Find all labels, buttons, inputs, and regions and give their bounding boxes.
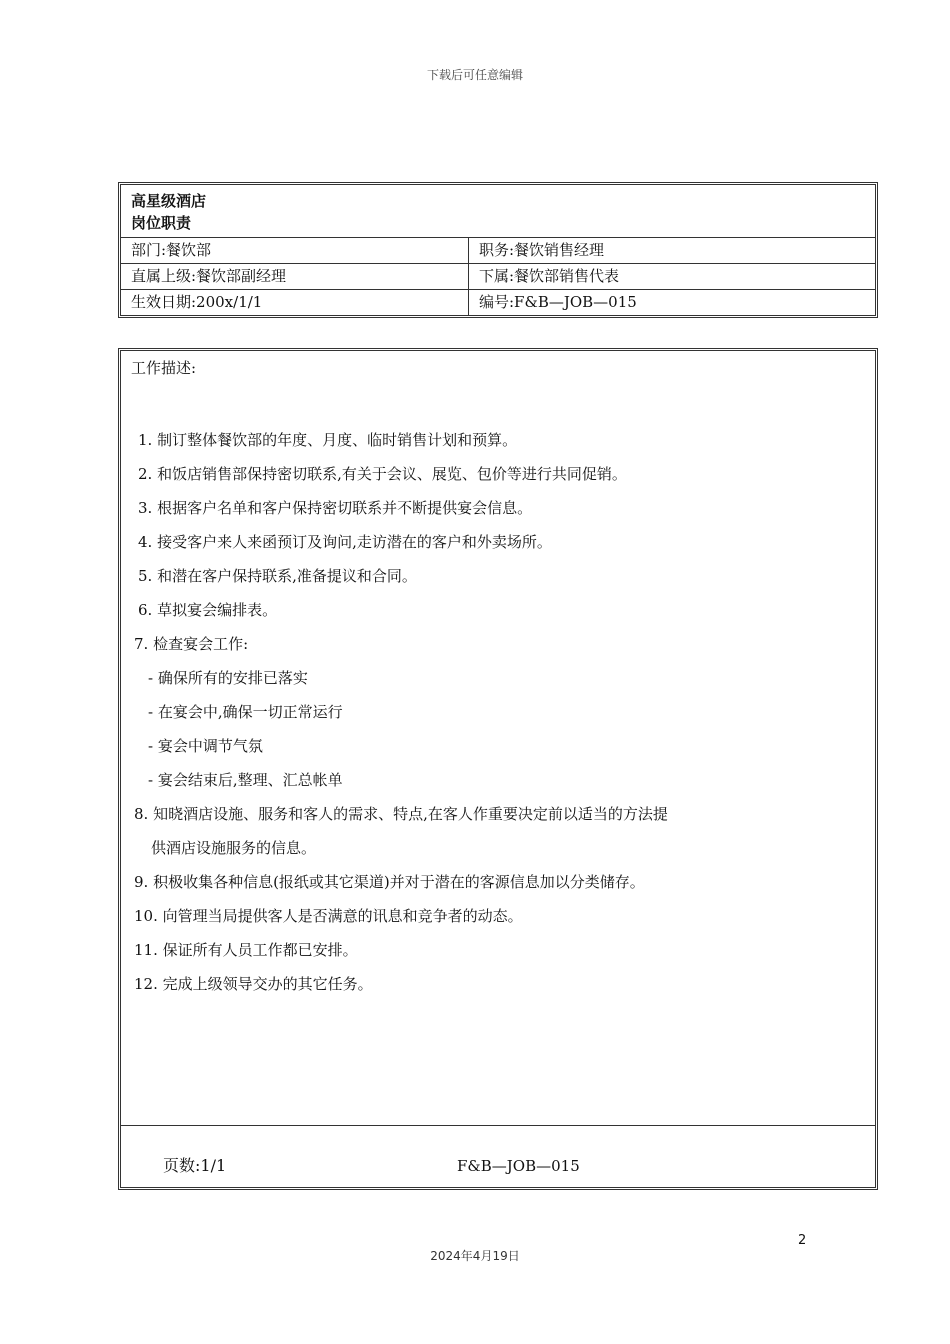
duty-subitem: - 在宴会中,确保一切正常运行: [148, 703, 343, 721]
duty-item: 10. 向管理当局提供客人是否满意的讯息和竞争者的动态。: [134, 907, 523, 925]
document-date: 2024年4月19日: [430, 1249, 520, 1263]
duty-item: 7. 检查宴会工作:: [134, 635, 249, 653]
duty-subitem: - 宴会结束后,整理、汇总帐单: [148, 771, 343, 789]
duty-item-continuation: 供酒店设施服务的信息。: [151, 839, 317, 857]
code-cell: 编号:F&B—JOB—015: [479, 293, 637, 311]
duty-item: 1. 制订整体餐饮部的年度、月度、临时销售计划和预算。: [138, 431, 518, 449]
duty-item: 8. 知晓酒店设施、服务和客人的需求、特点,在客人作重要决定前以适当的方法提: [134, 805, 668, 823]
duty-item: 9. 积极收集各种信息(报纸或其它渠道)并对于潜在的客源信息加以分类储存。: [134, 873, 645, 891]
page-count: 页数:1/1: [163, 1156, 227, 1175]
duty-subitem: - 宴会中调节气氛: [148, 737, 263, 755]
page-number: 2: [798, 1233, 807, 1248]
duty-item: 3. 根据客户名单和客户保持密切联系并不断提供宴会信息。: [138, 499, 533, 517]
duty-item: 11. 保证所有人员工作都已安排。: [134, 941, 358, 959]
info-row: [121, 264, 875, 290]
info-row: [121, 238, 875, 264]
duty-subitem: - 确保所有的安排已落实: [148, 669, 308, 687]
position-cell: 职务:餐饮销售经理: [479, 241, 605, 259]
footer-divider: [121, 1125, 875, 1126]
title-block: [121, 185, 875, 238]
header-note: 下载后可任意编辑: [426, 68, 523, 82]
hotel-title: 高星级酒店: [131, 192, 207, 210]
duty-item: 2. 和饭店销售部保持密切联系,有关于会议、展览、包价等进行共同促销。: [138, 465, 627, 483]
supervisor-cell: 直属上级:餐饮部副经理: [121, 264, 469, 289]
effective-date-cell: 生效日期:200x/1/1: [121, 290, 469, 315]
job-info-table: [118, 182, 878, 318]
department-cell: 部门:餐饮部: [121, 238, 469, 263]
footer-code: F&B—JOB—015: [457, 1157, 580, 1175]
duty-item: 12. 完成上级领导交办的其它任务。: [134, 975, 373, 993]
duty-item: 6. 草拟宴会编排表。: [138, 601, 278, 619]
job-description-box: [118, 348, 878, 1190]
duty-item: 5. 和潜在客户保持联系,准备提议和合同。: [138, 567, 417, 585]
info-row: [121, 290, 875, 315]
description-title: 工作描述:: [131, 359, 197, 377]
subordinate-cell: 下属:餐饮部销售代表: [479, 267, 620, 285]
document-title: 岗位职责: [131, 214, 192, 232]
duty-item: 4. 接受客户来人来函预订及询问,走访潜在的客户和外卖场所。: [138, 533, 552, 551]
